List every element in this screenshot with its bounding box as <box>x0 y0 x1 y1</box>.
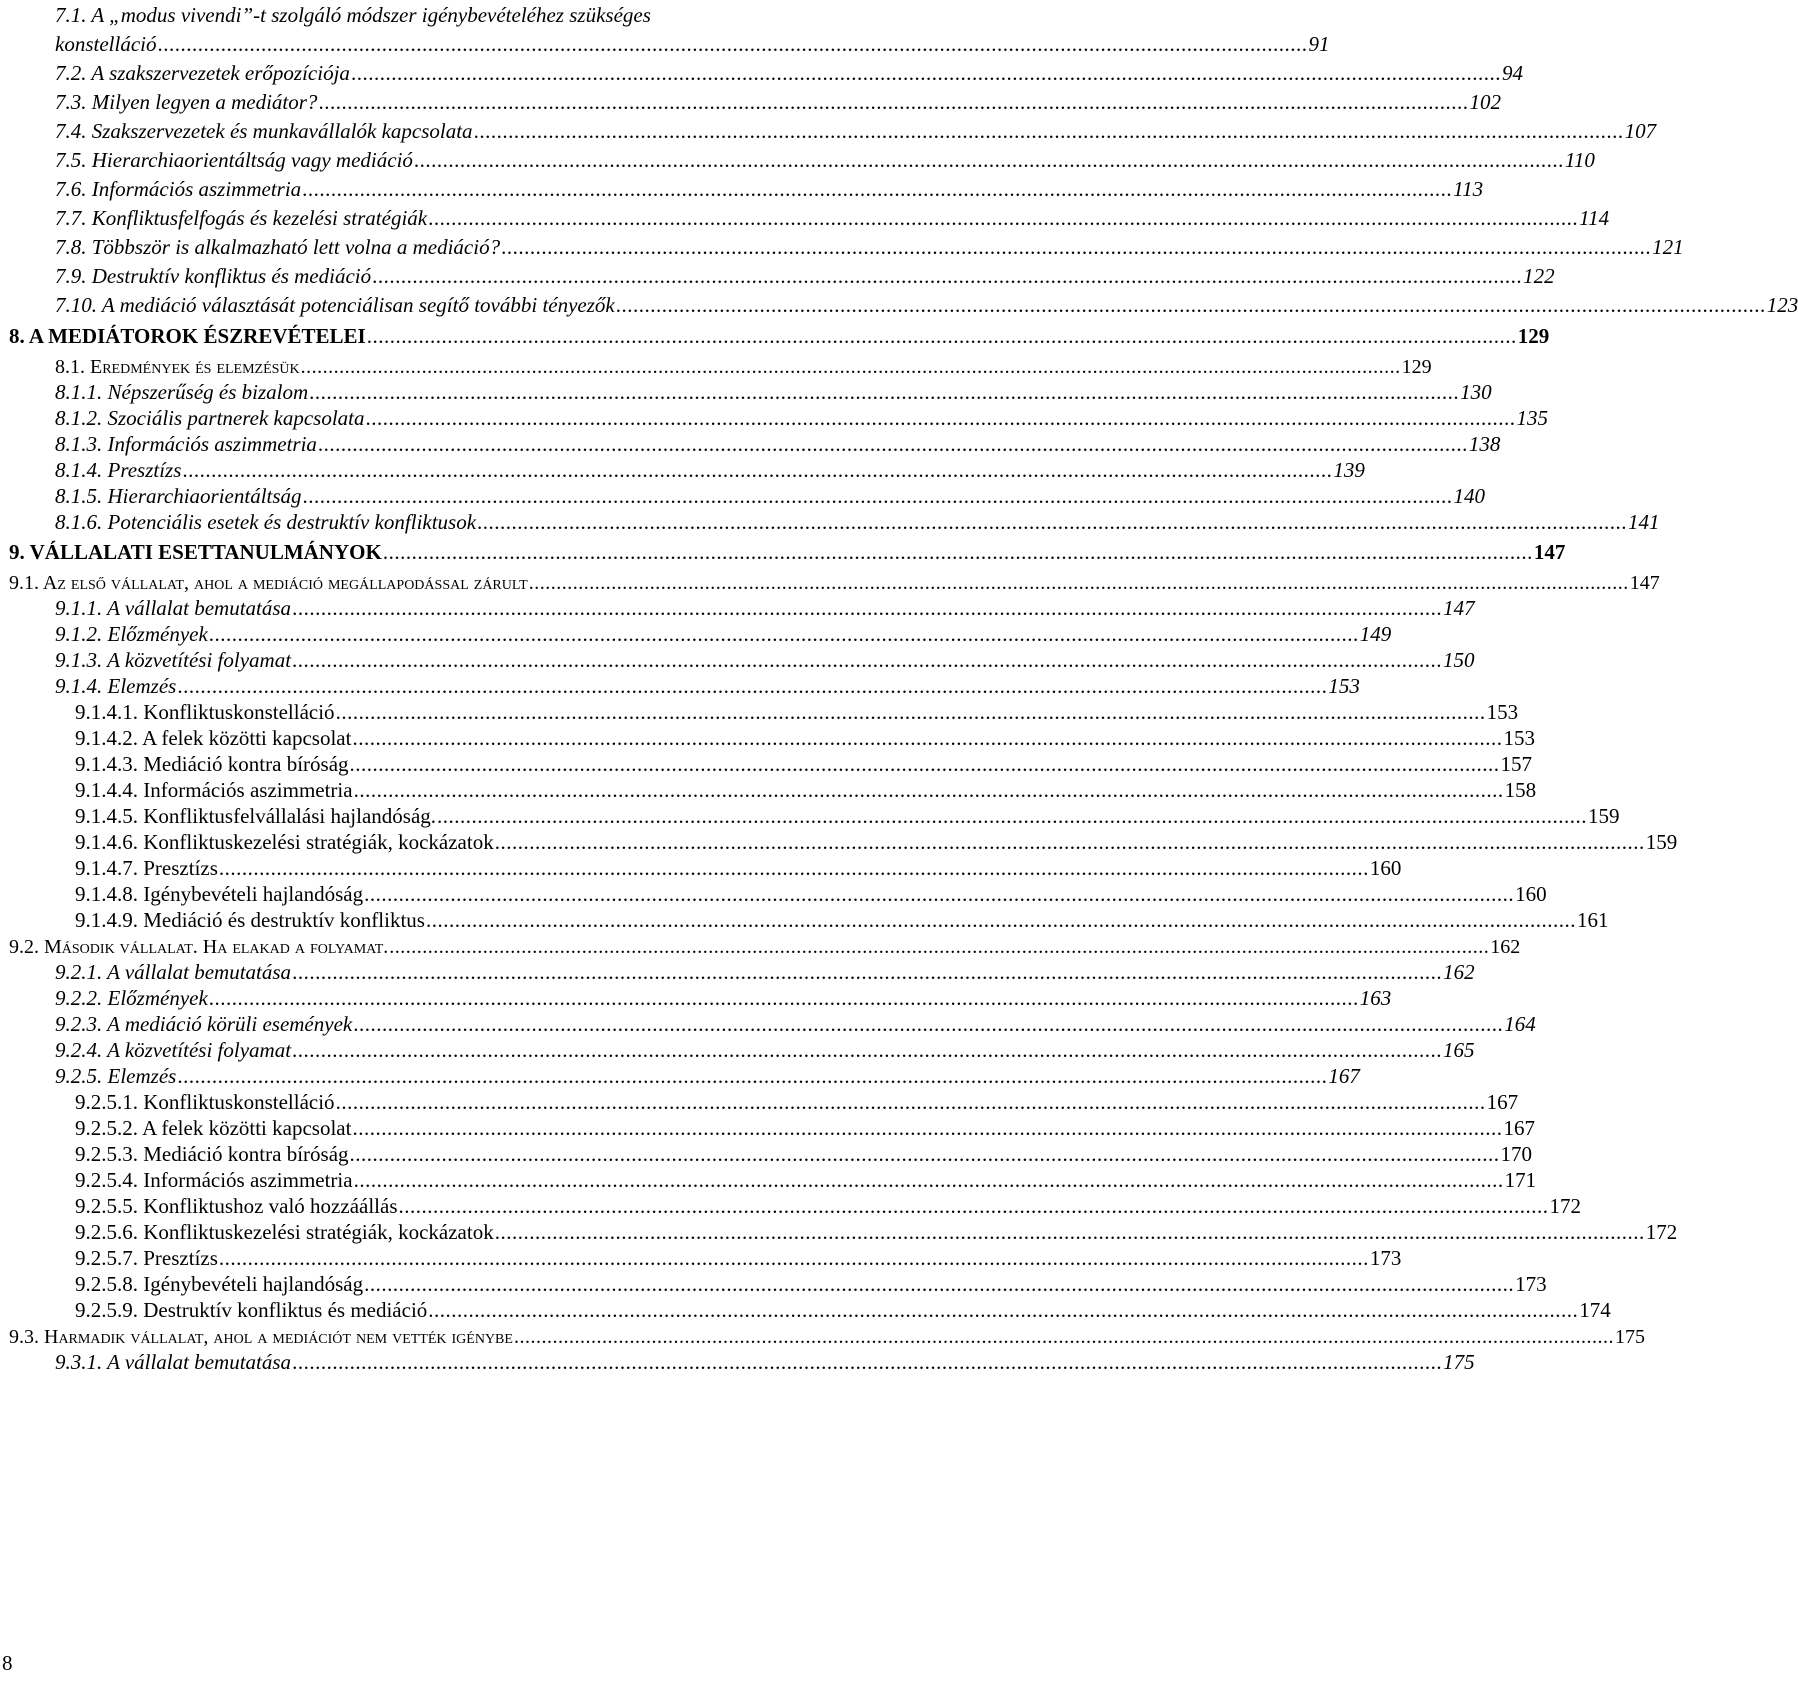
toc-entry[interactable] <box>55 403 1549 431</box>
toc-entry[interactable] <box>75 1113 1535 1141</box>
toc-entry-label: 9.1.4.4. Információs aszimmetria <box>75 778 353 802</box>
dot-leader: ........................................................................................................................................................................................................ <box>513 1326 1614 1348</box>
toc-entry-page: 160 <box>1515 882 1547 906</box>
dot-leader: ........................................................................................................................................................................................................ <box>349 1142 1500 1166</box>
dot-leader: ........................................................................................................................................................................................................ <box>398 1194 1549 1218</box>
dot-leader: ........................................................................................................................................................................................................ <box>302 177 1453 201</box>
toc-entry-page: 174 <box>1579 1298 1611 1322</box>
toc-entry-page: 122 <box>1523 264 1555 288</box>
toc-entry-page: 167 <box>1328 1064 1360 1088</box>
toc-entry-page: 172 <box>1549 1194 1582 1218</box>
dot-leader: ........................................................................................................................................................................................................ <box>292 960 1443 984</box>
toc-entry-page: 162 <box>1443 960 1475 984</box>
toc-entry-label: 9.2.5.9. Destruktív konfliktus és mediáció <box>75 1298 428 1322</box>
dot-leader: ........................................................................................................................................................................................................ <box>473 119 1624 143</box>
dot-leader: ........................................................................................................................................................................................................ <box>501 235 1652 259</box>
toc-entry-page: 91 <box>1308 32 1330 56</box>
toc-entry-label: 8.1.1. Népszerűség és bizalom <box>55 380 309 404</box>
dot-leader: ........................................................................................................................................................................................................ <box>528 572 1629 594</box>
toc-entry-page: 110 <box>1564 148 1595 172</box>
toc-entry-page: 129 <box>1401 356 1432 378</box>
toc-entry-page: 102 <box>1469 90 1501 114</box>
toc-entry[interactable] <box>55 203 1610 231</box>
toc-entry-page: 114 <box>1579 206 1610 230</box>
toc-entry-label: 9.2.2. Előzmények <box>55 986 208 1010</box>
toc-entry[interactable] <box>55 593 1475 621</box>
toc-entry[interactable] <box>75 1243 1402 1271</box>
toc-entry[interactable] <box>75 1295 1611 1323</box>
toc-entry-label: 7.3. Milyen legyen a mediátor? <box>55 90 318 114</box>
toc-entry-label: 9.2.4. A közvetítési folyamat <box>55 1038 292 1062</box>
dot-leader: ........................................................................................................................................................................................................ <box>208 622 1359 646</box>
toc-entry[interactable] <box>75 749 1533 777</box>
toc-entry-label: konstelláció <box>55 32 157 56</box>
toc-entry-label: 7.2. A szakszervezetek erőpozíciója <box>55 61 350 85</box>
toc-entry[interactable] <box>9 931 1521 959</box>
toc-entry[interactable] <box>75 827 1678 855</box>
toc-entry-label: 9.1. Az első vállalat, ahol a mediáció megállapodással zárult <box>9 572 528 594</box>
toc-entry-label: 9.1.1. A vállalat bemutatása <box>55 596 292 620</box>
toc-entry-page: 162 <box>1490 936 1521 958</box>
toc-entry[interactable] <box>55 87 1501 115</box>
toc-entry-page: 159 <box>1645 830 1678 854</box>
toc-entry-page: 175 <box>1443 1350 1475 1374</box>
toc-entry-page: 113 <box>1453 177 1484 201</box>
toc-entry-page: 147 <box>1443 596 1475 620</box>
dot-leader: ........................................................................................................................................................................................................ <box>302 484 1453 508</box>
toc-entry-page: 160 <box>1369 856 1402 880</box>
dot-leader: ........................................................................................................................................................................................................ <box>292 1038 1443 1062</box>
toc-entry[interactable] <box>55 290 1798 318</box>
toc-entry-label: 8.1.6. Potenciális esetek és destruktív konfliktusok <box>55 510 477 534</box>
toc-entry[interactable] <box>75 905 1609 933</box>
dot-leader: ........................................................................................................................................................................................................ <box>218 856 1369 880</box>
toc-entry-page: 173 <box>1369 1246 1402 1270</box>
toc-entry-page: 165 <box>1443 1038 1475 1062</box>
toc-entry-page: 161 <box>1576 908 1609 932</box>
toc-entry-label: 9.1.4.8. Igénybevételi hajlandóság <box>75 882 364 906</box>
toc-entry-page: 172 <box>1645 1220 1678 1244</box>
dot-leader: ........................................................................................................................................................................................................ <box>177 674 1328 698</box>
toc-entry[interactable] <box>55 58 1523 86</box>
toc-entry[interactable] <box>75 879 1547 907</box>
dot-leader: ........................................................................................................................................................................................................ <box>292 648 1443 672</box>
toc-entry-label: 8.1.3. Információs aszimmetria <box>55 432 317 456</box>
toc-entry-page: 153 <box>1503 726 1535 750</box>
toc-entry-page: 167 <box>1486 1090 1519 1114</box>
toc-entry[interactable] <box>55 671 1360 699</box>
toc-entry[interactable] <box>9 1321 1645 1349</box>
toc-entry-label: 9.2.5.6. Konfliktuskezelési stratégiák, kockázatok <box>75 1220 494 1244</box>
toc-entry-label: 9.1.3. A közvetítési folyamat <box>55 648 292 672</box>
toc-entry-label: 9.2.5.5. Konfliktushoz való hozzáállás <box>75 1194 398 1218</box>
toc-entry[interactable] <box>75 853 1402 881</box>
toc-entry[interactable] <box>9 321 1550 349</box>
dot-leader: ........................................................................................................................................................................................................ <box>300 356 1401 378</box>
toc-entry-label: 9.2. Második vállalat. Ha elakad a folyamat. <box>9 936 389 958</box>
dot-leader: ........................................................................................................................................................................................................ <box>335 1090 1486 1114</box>
toc-entry[interactable] <box>55 174 1484 202</box>
toc-entry-page: 163 <box>1359 986 1392 1010</box>
toc-entry[interactable] <box>55 619 1392 647</box>
toc-entry[interactable] <box>75 723 1535 751</box>
toc-entry-label: 8.1.2. Szociális partnerek kapcsolata <box>55 406 365 430</box>
toc-entry[interactable] <box>75 1269 1547 1297</box>
toc-entry[interactable] <box>9 537 1566 565</box>
toc-entry-label: 9.1.4.2. A felek közötti kapcsolat <box>75 726 352 750</box>
toc-entry-page: 135 <box>1516 406 1549 430</box>
toc-entry-page: 150 <box>1443 648 1475 672</box>
toc-entry-label: 7.6. Információs aszimmetria <box>55 177 302 201</box>
toc-entry-page: 175 <box>1614 1326 1645 1348</box>
dot-leader: ........................................................................................................................................................................................................ <box>208 986 1359 1010</box>
toc-entry-label: 9.2.5.4. Információs aszimmetria <box>75 1168 353 1192</box>
toc-entry-label: 9.2.5.3. Mediáció kontra bíróság <box>75 1142 349 1166</box>
toc-entry-label: 9.3. Harmadik vállalat, ahol a mediációt nem vették igénybe <box>9 1326 513 1348</box>
toc-entry-page: 153 <box>1328 674 1360 698</box>
toc-entry-page: 141 <box>1628 510 1660 534</box>
dot-leader: ........................................................................................................................................................................................................ <box>157 32 1308 56</box>
dot-leader: ........................................................................................................................................................................................................ <box>317 432 1468 456</box>
toc-entry-page: 147 <box>1629 572 1660 594</box>
dot-leader: ........................................................................................................................................................................................................ <box>309 380 1460 404</box>
toc-entry-page: 139 <box>1333 458 1365 482</box>
toc-entry-label: 9.1.4.6. Konfliktuskezelési stratégiák, kockázatok <box>75 830 494 854</box>
toc-entry[interactable] <box>75 775 1537 803</box>
toc-entry-page: 149 <box>1359 622 1392 646</box>
toc-entry-page: 153 <box>1486 700 1519 724</box>
toc-entry-page: 121 <box>1652 235 1684 259</box>
dot-leader: ........................................................................................................................................................................................................ <box>352 1116 1503 1140</box>
dot-leader: ........................................................................................................................................................................................................ <box>292 1350 1443 1374</box>
toc-entry[interactable] <box>55 455 1365 483</box>
dot-leader: ........................................................................................................................................................................................................ <box>364 882 1515 906</box>
toc-entry-page: 164 <box>1504 1012 1536 1036</box>
toc-entry-label: 7.1. A „modus vivendi”-t szolgáló módszer igénybevételéhez szükséges <box>55 3 651 27</box>
toc-entry-page: 130 <box>1460 380 1492 404</box>
toc-entry[interactable] <box>55 232 1684 260</box>
dot-leader: ........................................................................................................................................................................................................ <box>437 804 1588 828</box>
dot-leader: ........................................................................................................................................................................................................ <box>615 293 1766 317</box>
dot-leader: ........................................................................................................................................................................................................ <box>218 1246 1369 1270</box>
toc-entry[interactable] <box>55 645 1475 673</box>
toc-entry-label: 8. A MEDIÁTOROK ÉSZREVÉTELEI <box>9 324 366 348</box>
toc-entry-label: 9.1.4.3. Mediáció kontra bíróság <box>75 752 349 776</box>
toc-entry-label: 8.1. Eredmények és elemzésük <box>55 356 300 378</box>
toc-entry[interactable] <box>55 1009 1536 1037</box>
dot-leader: ........................................................................................................................................................................................................ <box>477 510 1628 534</box>
toc-entry[interactable] <box>75 801 1620 829</box>
toc-entry-label: 7.5. Hierarchiaorientáltság vagy mediáció <box>55 148 413 172</box>
toc-entry[interactable] <box>55 261 1555 289</box>
dot-leader: ........................................................................................................................................................................................................ <box>353 1012 1504 1036</box>
toc-entry[interactable] <box>75 1217 1678 1245</box>
dot-leader: ........................................................................................................................................................................................................ <box>494 1220 1645 1244</box>
toc-entry-label: 9.2.5.1. Konfliktuskonstelláció <box>75 1090 335 1114</box>
dot-leader: ........................................................................................................................................................................................................ <box>292 596 1443 620</box>
toc-entry-label: 7.10. A mediáció választását potenciálisan segítő további tényezők <box>55 293 615 317</box>
toc-entry-label: 9.2.5.8. Igénybevételi hajlandóság <box>75 1272 364 1296</box>
toc-entry-page: 140 <box>1453 484 1486 508</box>
dot-leader: ........................................................................................................................................................................................................ <box>364 1272 1515 1296</box>
dot-leader: ........................................................................................................................................................................................................ <box>425 908 1576 932</box>
dot-leader: ........................................................................................................................................................................................................ <box>350 61 1501 85</box>
toc-entry[interactable] <box>75 1087 1519 1115</box>
dot-leader: ........................................................................................................................................................................................................ <box>428 206 1579 230</box>
toc-entry[interactable] <box>55 351 1432 379</box>
dot-leader: ........................................................................................................................................................................................................ <box>352 726 1503 750</box>
toc-entry[interactable] <box>55 507 1660 535</box>
toc-entry[interactable] <box>55 145 1595 173</box>
toc-entry-label: 9.2.3. A mediáció körüli események <box>55 1012 353 1036</box>
toc-entry-label: 9.1.4.7. Presztízs <box>75 856 218 880</box>
toc-entry-label: 8.1.4. Presztízs <box>55 458 182 482</box>
toc-entry[interactable] <box>75 1165 1537 1193</box>
dot-leader: ........................................................................................................................................................................................................ <box>382 540 1533 564</box>
toc-entry-label: 9.1.4. Elemzés <box>55 674 177 698</box>
toc-entry-page: 138 <box>1468 432 1501 456</box>
toc-entry-label: 9.2.1. A vállalat bemutatása <box>55 960 292 984</box>
dot-leader: ........................................................................................................................................................................................................ <box>353 1168 1504 1192</box>
toc-entry[interactable] <box>55 116 1657 144</box>
dot-leader: ........................................................................................................................................................................................................ <box>349 752 1500 776</box>
dot-leader: ........................................................................................................................................................................................................ <box>318 90 1469 114</box>
toc-entry-label: 7.8. Többször is alkalmazható lett volna a mediáció? <box>55 235 501 259</box>
toc-entry[interactable] <box>55 29 1330 57</box>
dot-leader: ........................................................................................................................................................................................................ <box>366 324 1517 348</box>
toc-entry[interactable] <box>55 957 1475 985</box>
toc-entry[interactable] <box>55 377 1492 405</box>
toc-entry-label: 7.9. Destruktív konfliktus és mediáció <box>55 264 372 288</box>
toc-entry[interactable] <box>9 567 1660 595</box>
toc-entry[interactable] <box>55 0 951 28</box>
toc-entry[interactable] <box>55 429 1501 457</box>
toc-entry[interactable] <box>75 697 1519 725</box>
dot-leader: ........................................................................................................................................................................................................ <box>372 264 1523 288</box>
dot-leader: ........................................................................................................................................................................................................ <box>182 458 1333 482</box>
toc-entry-page: 123 <box>1766 293 1798 317</box>
toc-entry-page: 157 <box>1500 752 1533 776</box>
toc-entry[interactable] <box>75 1191 1582 1219</box>
toc-entry-label: 9.2.5.7. Presztízs <box>75 1246 218 1270</box>
toc-entry-label: 9.1.4.1. Konfliktuskonstelláció <box>75 700 335 724</box>
dot-leader: ........................................................................................................................................................................................................ <box>177 1064 1328 1088</box>
toc-entry-label: 9.1.4.9. Mediáció és destruktív konfliktus <box>75 908 425 932</box>
toc-entry-page: 129 <box>1517 324 1550 348</box>
toc-entry-page: 171 <box>1504 1168 1537 1192</box>
toc-entry[interactable] <box>55 1061 1360 1089</box>
toc-entry[interactable] <box>55 1347 1475 1375</box>
toc-entry-label: 7.7. Konfliktusfelfogás és kezelési stratégiák <box>55 206 428 230</box>
dot-leader: ........................................................................................................................................................................................................ <box>428 1298 1579 1322</box>
toc-entry-page: 158 <box>1504 778 1537 802</box>
toc-entry-label: 9.1.2. Előzmények <box>55 622 208 646</box>
dot-leader: ........................................................................................................................................................................................................ <box>365 406 1516 430</box>
toc-entry-page: 159 <box>1588 804 1620 828</box>
dot-leader: ........................................................................................................................................................................................................ <box>494 830 1645 854</box>
toc-entry-page: 147 <box>1533 540 1566 564</box>
dot-leader: ........................................................................................................................................................................................................ <box>353 778 1504 802</box>
toc-entry-label: 8.1.5. Hierarchiaorientáltság <box>55 484 302 508</box>
toc-entry-label: 9. VÁLLALATI ESETTANULMÁNYOK <box>9 540 382 564</box>
toc-entry[interactable] <box>55 481 1486 509</box>
toc-entry-page: 170 <box>1500 1142 1533 1166</box>
toc-entry[interactable] <box>55 983 1392 1011</box>
toc-entry-page: 94 <box>1501 61 1523 85</box>
toc-entry[interactable] <box>75 1139 1533 1167</box>
toc-entry-label: 9.3.1. A vállalat bemutatása <box>55 1350 292 1374</box>
toc-entry-label: 7.4. Szakszervezetek és munkavállalók kapcsolata <box>55 119 473 143</box>
toc-entry-label: 9.2.5. Elemzés <box>55 1064 177 1088</box>
page-number: 8 <box>2 1651 13 1675</box>
dot-leader: ........................................................................................................................................................................................................ <box>413 148 1564 172</box>
toc-entry-page: 107 <box>1624 119 1657 143</box>
dot-leader: ........................................................................................................................................................................................................ <box>389 936 1490 958</box>
toc-entry-label: 9.1.4.5. Konfliktusfelvállalási hajlandóság. <box>75 804 437 828</box>
dot-leader: ........................................................................................................................................................................................................ <box>335 700 1486 724</box>
toc-entry[interactable] <box>55 1035 1475 1063</box>
toc-entry-page: 173 <box>1515 1272 1547 1296</box>
toc-entry-label: 9.2.5.2. A felek közötti kapcsolat <box>75 1116 352 1140</box>
toc-entry-page: 167 <box>1503 1116 1535 1140</box>
